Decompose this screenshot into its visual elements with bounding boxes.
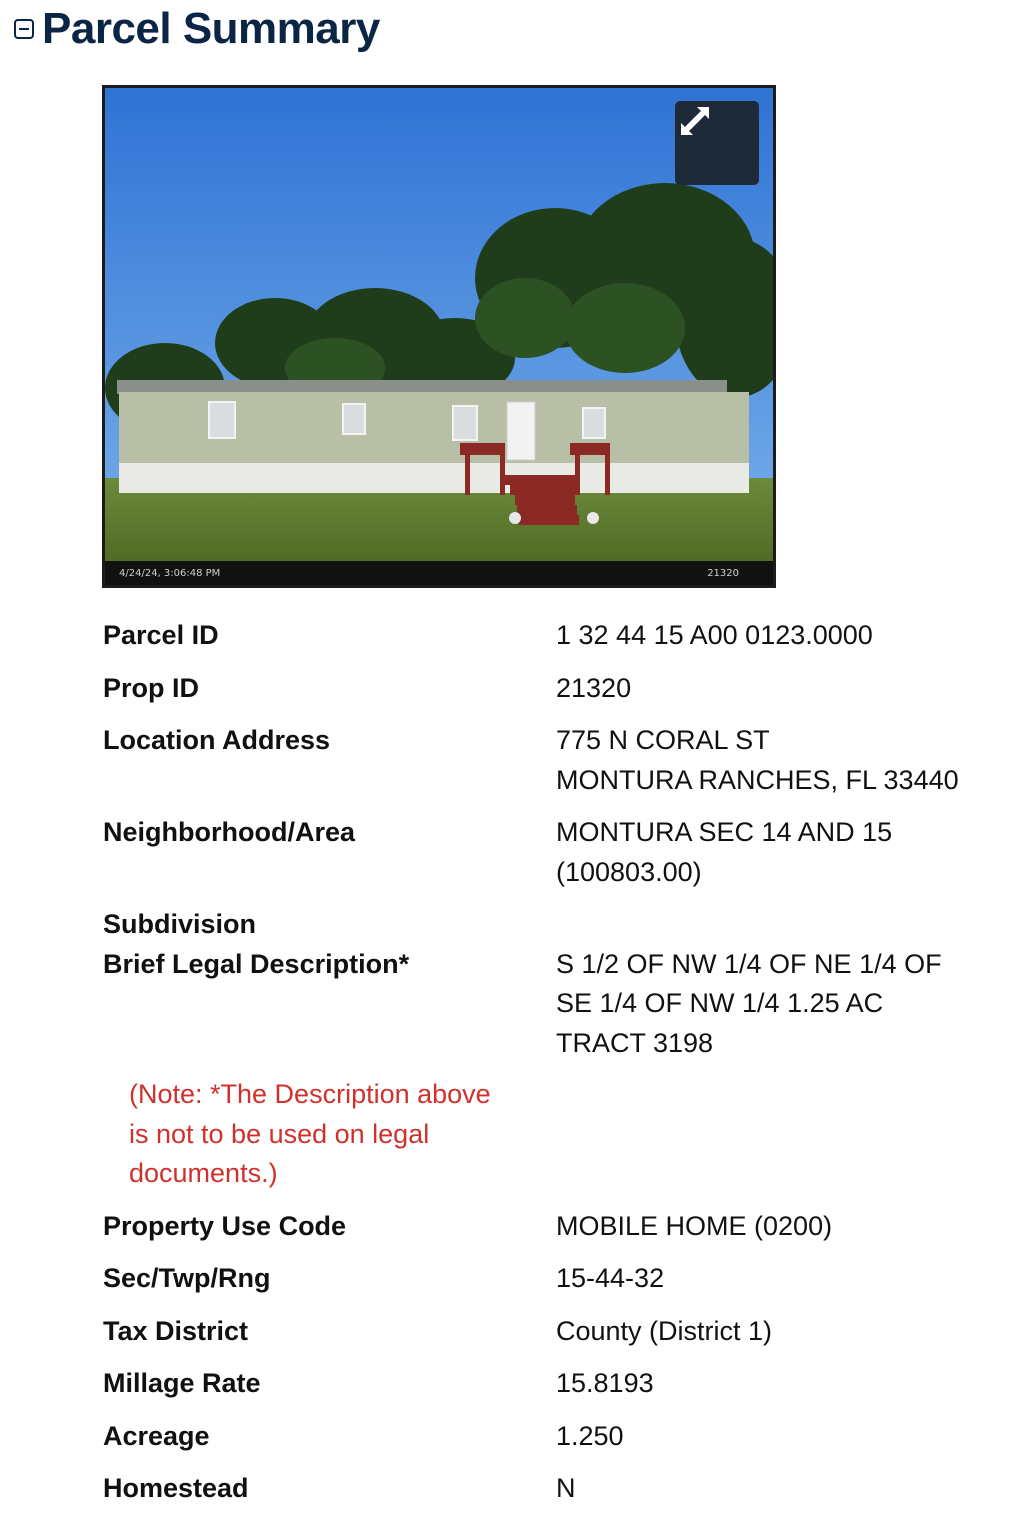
label-property-use-code: Property Use Code: [103, 1210, 347, 1241]
note-line-1: (Note: *The Description above: [129, 1079, 491, 1109]
note-line-2: is not to be used on legal: [129, 1118, 430, 1149]
label-legal-description: Brief Legal Description*: [103, 948, 410, 979]
value-location-address: [556, 721, 1003, 800]
value-tax-district: County (District 1): [556, 1315, 773, 1346]
row-sec-twp-rng: [103, 1259, 1003, 1299]
label-acreage: Acreage: [103, 1420, 210, 1451]
expand-photo-button[interactable]: [675, 101, 759, 185]
label-location-address: Location Address: [103, 725, 331, 755]
address-line-1: 775 N CORAL ST: [556, 725, 770, 755]
section-header: [14, 0, 380, 58]
property-photo[interactable]: [102, 85, 776, 588]
house-photo-illustration: [105, 88, 773, 585]
label-millage-rate: Millage Rate: [103, 1368, 261, 1398]
neighborhood-line-2: (100803.00): [556, 856, 702, 887]
row-homestead: [103, 1469, 1003, 1509]
address-line-2: MONTURA RANCHES, FL 33440: [556, 764, 959, 795]
row-property-use-code: [103, 1207, 1003, 1247]
value-property-use-code: MOBILE HOME (0200): [556, 1210, 833, 1241]
label-homestead: Homestead: [103, 1473, 249, 1503]
value-parcel-id: 1 32 44 15 A00 0123.0000: [556, 620, 873, 650]
page-title: Parcel Summary: [42, 4, 380, 53]
row-parcel-id: [103, 616, 1003, 656]
label-prop-id: Prop ID: [103, 672, 200, 703]
row-neighborhood: [103, 813, 1003, 892]
value-neighborhood: [556, 813, 1003, 892]
note-line-3: documents.): [129, 1158, 278, 1188]
label-parcel-id: Parcel ID: [103, 620, 219, 650]
legal-disclaimer-note: [129, 1075, 529, 1194]
legal-line-1: S 1/2 OF NW 1/4 OF NE 1/4 OF: [556, 948, 942, 979]
row-prop-id: [103, 669, 1003, 709]
value-prop-id: 21320: [556, 672, 632, 703]
legal-line-3: TRACT 3198: [556, 1027, 714, 1058]
label-subdivision: Subdivision: [103, 909, 257, 939]
collapse-minus-icon[interactable]: [14, 19, 34, 39]
label-tax-district: Tax District: [103, 1315, 249, 1346]
value-legal-description: [556, 945, 1003, 1064]
value-millage-rate: 15.8193: [556, 1368, 654, 1398]
value-homestead: N: [556, 1473, 576, 1503]
neighborhood-line-1: MONTURA SEC 14 AND 15: [556, 817, 893, 847]
row-tax-district: [103, 1312, 1003, 1352]
row-legal-description: [103, 945, 1003, 1064]
row-acreage: [103, 1417, 1003, 1457]
row-millage-rate: [103, 1364, 1003, 1404]
label-neighborhood: Neighborhood/Area: [103, 817, 356, 847]
value-sec-twp-rng: 15-44-32: [556, 1263, 665, 1293]
photo-caption-bar: [105, 561, 773, 585]
row-location-address: [103, 721, 1003, 800]
row-subdivision: [103, 905, 1003, 945]
parcel-details-table: [103, 616, 1003, 1509]
expand-arrows-icon: [675, 101, 715, 141]
photo-timestamp: 4/24/24, 3:06:48 PM: [119, 567, 221, 579]
value-subdivision: [556, 905, 1003, 945]
photo-id: 21320: [707, 567, 739, 579]
label-sec-twp-rng: Sec/Twp/Rng: [103, 1263, 271, 1293]
legal-line-2: SE 1/4 OF NW 1/4 1.25 AC: [556, 988, 884, 1018]
value-acreage: 1.250: [556, 1420, 624, 1451]
